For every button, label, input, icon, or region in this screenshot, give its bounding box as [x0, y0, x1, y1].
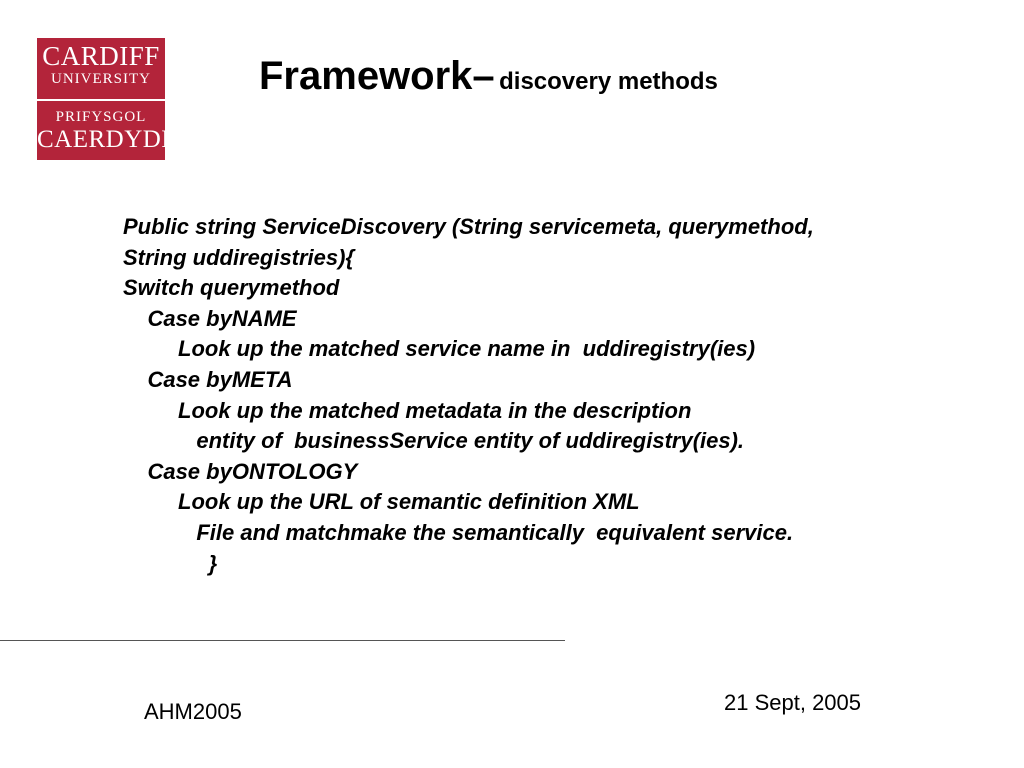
footer-conference: AHM2005 [144, 699, 242, 724]
code-line: Look up the URL of semantic definition XML [123, 489, 640, 515]
code-line: Case byNAME [123, 305, 297, 331]
code-line: Switch querymethod [123, 275, 340, 301]
logo-line-1: CARDIFF [42, 41, 160, 71]
code-line: File and matchmake the semantically equivalent service. [123, 519, 794, 545]
logo-line-3: PRIFYSGOL [55, 109, 147, 125]
code-line: entity of businessService entity of uddiregistry(ies). [123, 428, 745, 454]
pseudocode-block [123, 212, 983, 579]
title-subtitle: discovery methods [499, 68, 718, 95]
footer-date: 21 Sept, 2005 [724, 690, 862, 715]
logo-line-4: CAERDYDD [37, 126, 180, 153]
footer-divider [0, 640, 565, 641]
logo-bottom-section [37, 102, 180, 160]
code-line: Case byMETA [123, 366, 293, 392]
title-main: Framework– [259, 54, 495, 98]
code-line: String uddiregistries){ [123, 244, 355, 270]
slide-title [259, 54, 718, 99]
code-line: Look up the matched service name in uddiregistry(ies) [123, 336, 756, 362]
code-line: Case byONTOLOGY [123, 458, 358, 484]
logo-line-2: UNIVERSITY [51, 71, 151, 87]
logo-divider [37, 99, 165, 101]
cardiff-university-logo [37, 38, 180, 160]
code-line: Public string ServiceDiscovery (String servicemeta, querymethod, [123, 214, 814, 239]
code-line: } [123, 550, 218, 576]
logo-top-section [37, 38, 165, 98]
code-line: Look up the matched metadata in the description [123, 397, 692, 423]
